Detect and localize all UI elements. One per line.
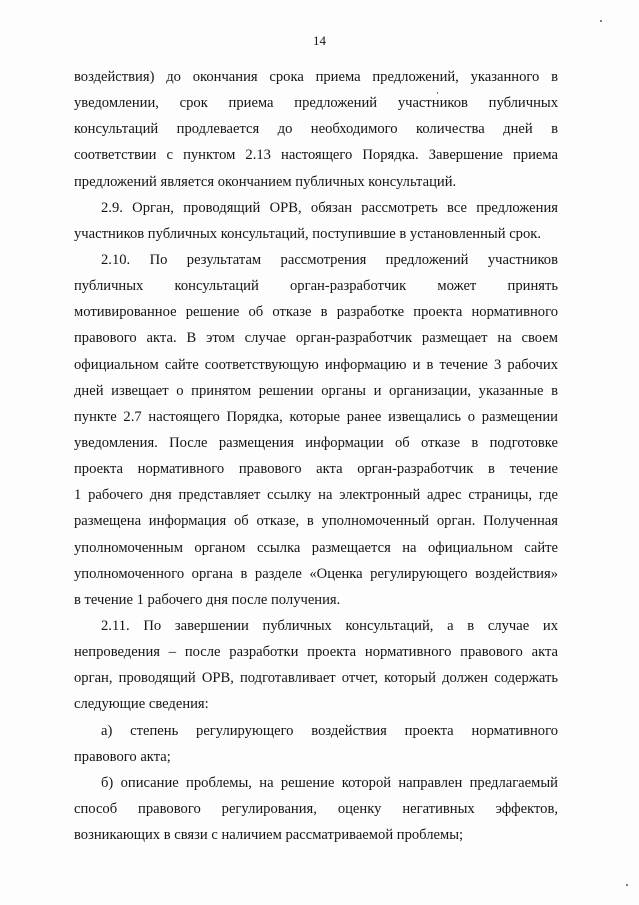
text-line: уведомлении, срок приема предложений участников публичных [74, 95, 558, 112]
text-line: официальном сайте соответствующую информацию и в течение 3 рабочих [74, 356, 558, 373]
scan-speck [437, 92, 438, 94]
text-line: следующие сведения: [74, 696, 209, 713]
text-line: воздействия) до окончания срока приема предложений, указанного в [74, 69, 558, 85]
text-line: 2.11. По завершении публичных консультаций, а в случае их [101, 617, 558, 634]
text-line: правового акта; [74, 748, 171, 765]
text-line: возникающих в связи с наличием рассматриваемой проблемы; [74, 827, 464, 844]
scan-speck [600, 20, 602, 22]
page-number: 14 [313, 33, 326, 48]
text-line: предложений является окончанием публичных консультаций. [74, 173, 457, 190]
text-line: пункте 2.7 настоящего Порядка, которые ранее извещались о размещении [74, 408, 558, 425]
text-line: 1 рабочего дня представляет ссылку на электронный адрес страницы, где [74, 487, 558, 504]
text-line: а) степень регулирующего воздействия проекта нормативного [101, 722, 558, 739]
text-line: дней извещает о принятом решении органы и организации, указанные в [74, 382, 558, 399]
text-line: проекта нормативного правового акта орган-разработчик в течение [74, 461, 558, 478]
text-line: участников публичных консультаций, поступившие в установленный срок. [74, 225, 541, 242]
text-line: соответствии с пунктом 2.13 настоящего Порядка. Завершение приема [74, 147, 558, 164]
text-line: консультаций продлевается до необходимого количества дней в [74, 121, 558, 138]
text-line: орган, проводящий ОРВ, подготавливает отчет, который должен содержать [74, 670, 558, 687]
text-line: б) описание проблемы, на решение которой направлен предлагаемый [101, 774, 558, 791]
text-line: в течение 1 рабочего дня после получения. [74, 591, 341, 608]
text-line: уполномоченным органом ссылка размещается на официальном сайте [74, 539, 558, 556]
body-text [74, 64, 558, 848]
scan-speck [626, 884, 628, 886]
text-line: способ правового регулирования, оценку негативных эффектов, [74, 800, 558, 817]
text-line: 2.10. По результатам рассмотрения предложений участников [101, 251, 558, 268]
text-line: 2.9. Орган, проводящий ОРВ, обязан рассмотреть все предложения [101, 199, 558, 216]
text-line: публичных консультаций орган-разработчик может принять [74, 278, 558, 295]
text-line: непроведения – после разработки проекта нормативного правового акта [74, 644, 558, 661]
text-line: уполномоченного органа в разделе «Оценка регулирующего воздействия» [74, 565, 558, 582]
text-line: уведомления. После размещения информации об отказе в подготовке [74, 434, 558, 451]
text-line: мотивированное решение об отказе в разработке проекта нормативного [74, 304, 558, 321]
text-line: размещена информация об отказе, в уполномоченный орган. Полученная [74, 513, 558, 530]
text-line: правового акта. В этом случае орган-разработчик размещает на своем [74, 330, 558, 347]
